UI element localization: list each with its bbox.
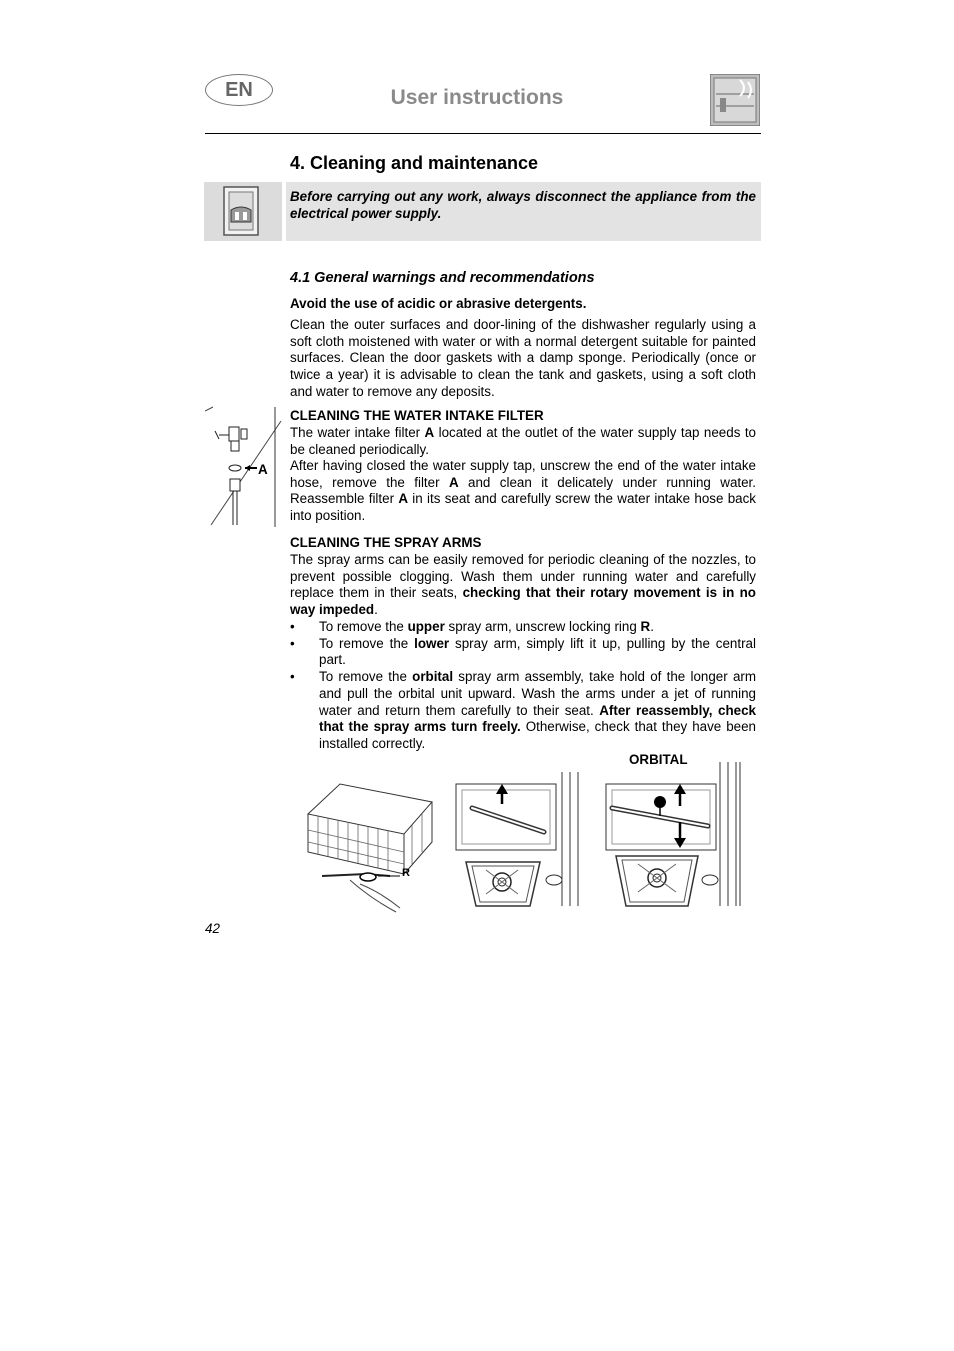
orbital-label: ORBITAL [629, 752, 688, 767]
list-item: • To remove the orbital spray arm assembly, take hold of the longer arm and pull the orbital unit upward. Wash the arms under a jet of running water and return them carefully to their seat. After reassembly, check that the spray arms turn freely. Otherwise, check that they have been installed correctly. [290, 669, 756, 753]
page-title: User instructions [390, 86, 564, 109]
dishwasher-icon [710, 74, 760, 126]
list-item: • To remove the upper spray arm, unscrew locking ring R. [290, 619, 756, 636]
spray-instructions-list [290, 619, 756, 753]
page-number: 42 [205, 921, 220, 936]
upper-rack-illustration [300, 780, 440, 916]
spray-paragraph: The spray arms can be easily removed for periodic cleaning of the nozzles, to prevent possible clogging. Wash them under running water and carefully replace them in their seats, checking that their rotary movement is in no way impeded. [290, 552, 756, 618]
filter-heading: CLEANING THE WATER INTAKE FILTER [290, 408, 544, 423]
water-intake-filter-illustration [205, 405, 283, 529]
filter-paragraph-1: The water intake filter A located at the outlet of the water supply tap needs to be cleaned periodically. [290, 425, 756, 457]
section-title: 4. Cleaning and maintenance [290, 153, 539, 173]
language-badge: EN [205, 74, 273, 106]
filter-label-a: A [258, 462, 268, 477]
header-divider [205, 133, 761, 134]
warning-text: Before carrying out any work, always disconnect the appliance from the electrical power supply. [290, 189, 756, 221]
spray-heading: CLEANING THE SPRAY ARMS [290, 535, 482, 550]
warning-icon-box [204, 182, 282, 241]
cleaning-paragraph: Clean the outer surfaces and door-lining of the dishwasher regularly using a soft cloth moistened with water or with a normal detergent suitable for painted surfaces. Clean the door gaskets with a damp sponge. Periodically (once or twice a year) it is advisable to clean the tank and gaskets, using a soft cloth and water to remove any deposits. [290, 317, 756, 399]
lower-spray-arm-illustration [452, 770, 586, 908]
detergent-warning: Avoid the use of acidic or abrasive detergents. [290, 296, 587, 311]
orbital-spray-arm-illustration [602, 760, 744, 908]
list-item: • To remove the lower spray arm, simply lift it up, pulling by the central part. [290, 636, 756, 669]
plug-socket-icon [204, 182, 282, 241]
filter-paragraph-2: After having closed the water supply tap, unscrew the end of the water intake hose, remove the filter A and clean it delicately under running water. Reassemble filter A in its seat and carefully screw the water intake hose back into position. [290, 458, 756, 524]
subsection-title: 4.1 General warnings and recommendations [290, 270, 595, 286]
locking-ring-label-r: R [402, 867, 410, 879]
